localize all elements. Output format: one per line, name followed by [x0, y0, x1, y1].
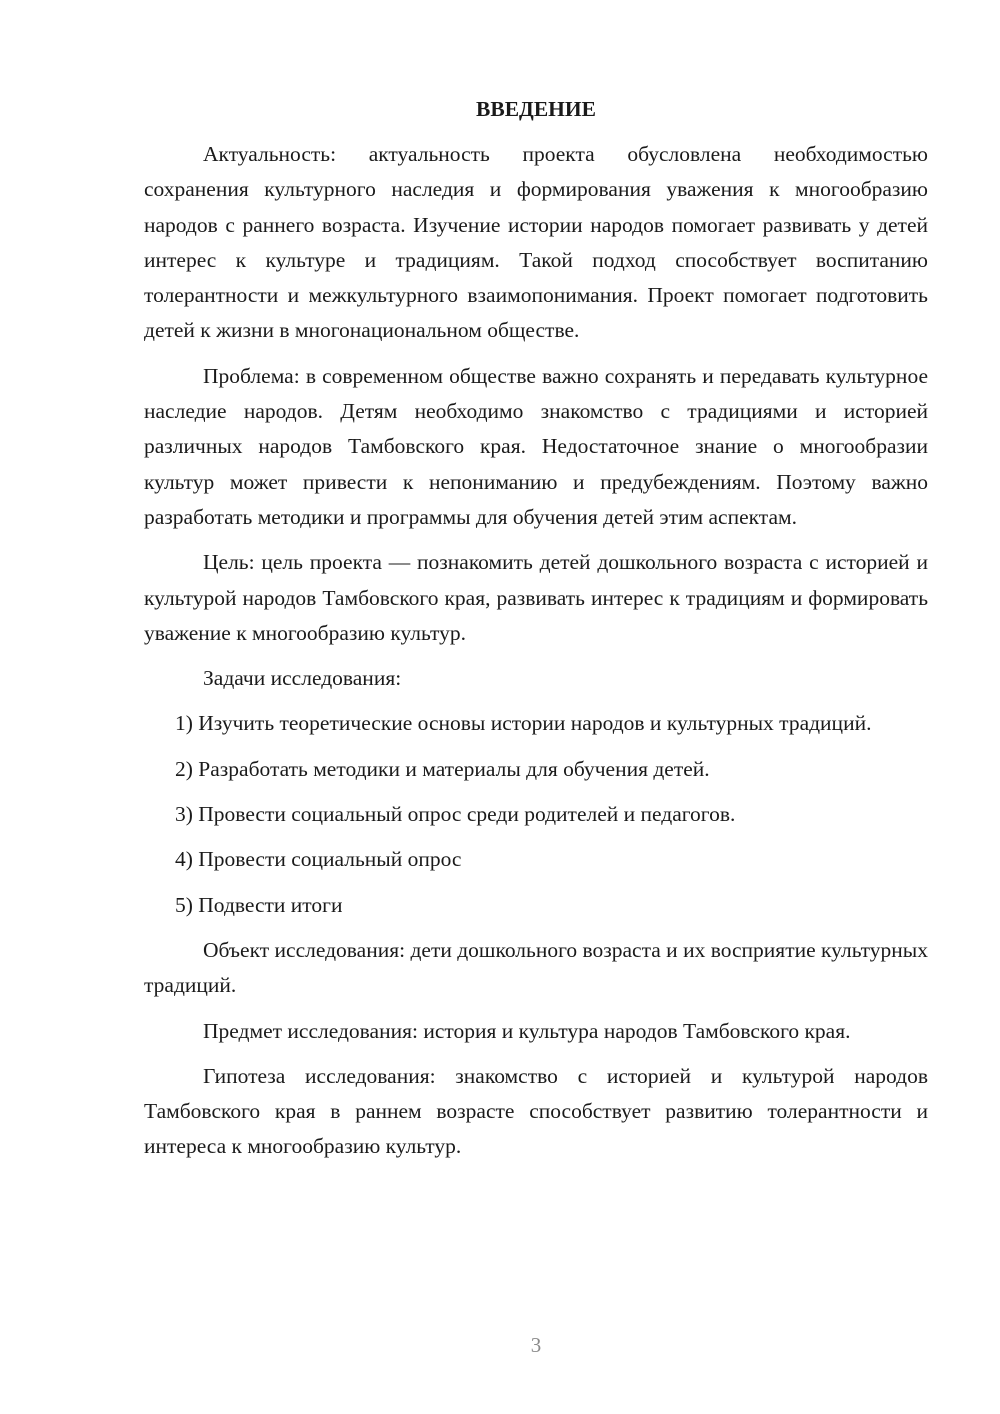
task-item-5: 5) Подвести итоги	[175, 892, 343, 917]
paragraph-problem: Проблема: в современном обществе важно сохранять и передавать культурное наследие народов. Детям необходимо знакомство с традициями и историей различных народов Тамбовского края. Недостаточное знание о многообразии культур может привести к непониманию и предубеждениям. Поэтому важно разработать методики и программы для обучения детей этим аспектам.	[144, 363, 928, 529]
paragraph-relevance: Актуальность: актуальность проекта обусловлена необходимостью сохранения культурного наследия и формирования уважения к многообразию народов с раннего возраста. Изучение истории народов помогает развивать у детей интерес к культуре и традициям. Такой подход способствует воспитанию толерантности и межкультурного взаимопонимания. Проект помогает подготовить детей к жизни в многонациональном обществе.	[144, 142, 928, 343]
task-item-1: 1) Изучить теоретические основы истории народов и культурных традиций.	[175, 711, 872, 736]
paragraph-hypothesis: Гипотеза исследования: знакомство с историей и культурой народов Тамбовского края в раннем возрасте способствует развитию толерантности и интереса к многообразию культур.	[144, 1063, 928, 1159]
task-item-4: 4) Провести социальный опрос	[175, 847, 462, 872]
document-page	[144, 92, 928, 1165]
page-title: ВВЕДЕНИЕ	[476, 97, 596, 121]
tasks-heading: Задачи исследования:	[203, 666, 402, 691]
page-number: 3	[530, 1333, 542, 1357]
paragraph-object: Объект исследования: дети дошкольного возраста и их восприятие культурных традиций.	[144, 937, 928, 998]
task-item-3: 3) Провести социальный опрос среди родителей и педагогов.	[175, 802, 736, 827]
paragraph-goal: Цель: цель проекта — познакомить детей дошкольного возраста с историей и культурой народов Тамбовского края, развивать интерес к традициям и формировать уважение к многообразию культур.	[144, 550, 928, 645]
paragraph-subject: Предмет исследования: история и культура народов Тамбовского края.	[203, 1018, 851, 1043]
task-item-2: 2) Разработать методики и материалы для обучения детей.	[175, 756, 710, 781]
